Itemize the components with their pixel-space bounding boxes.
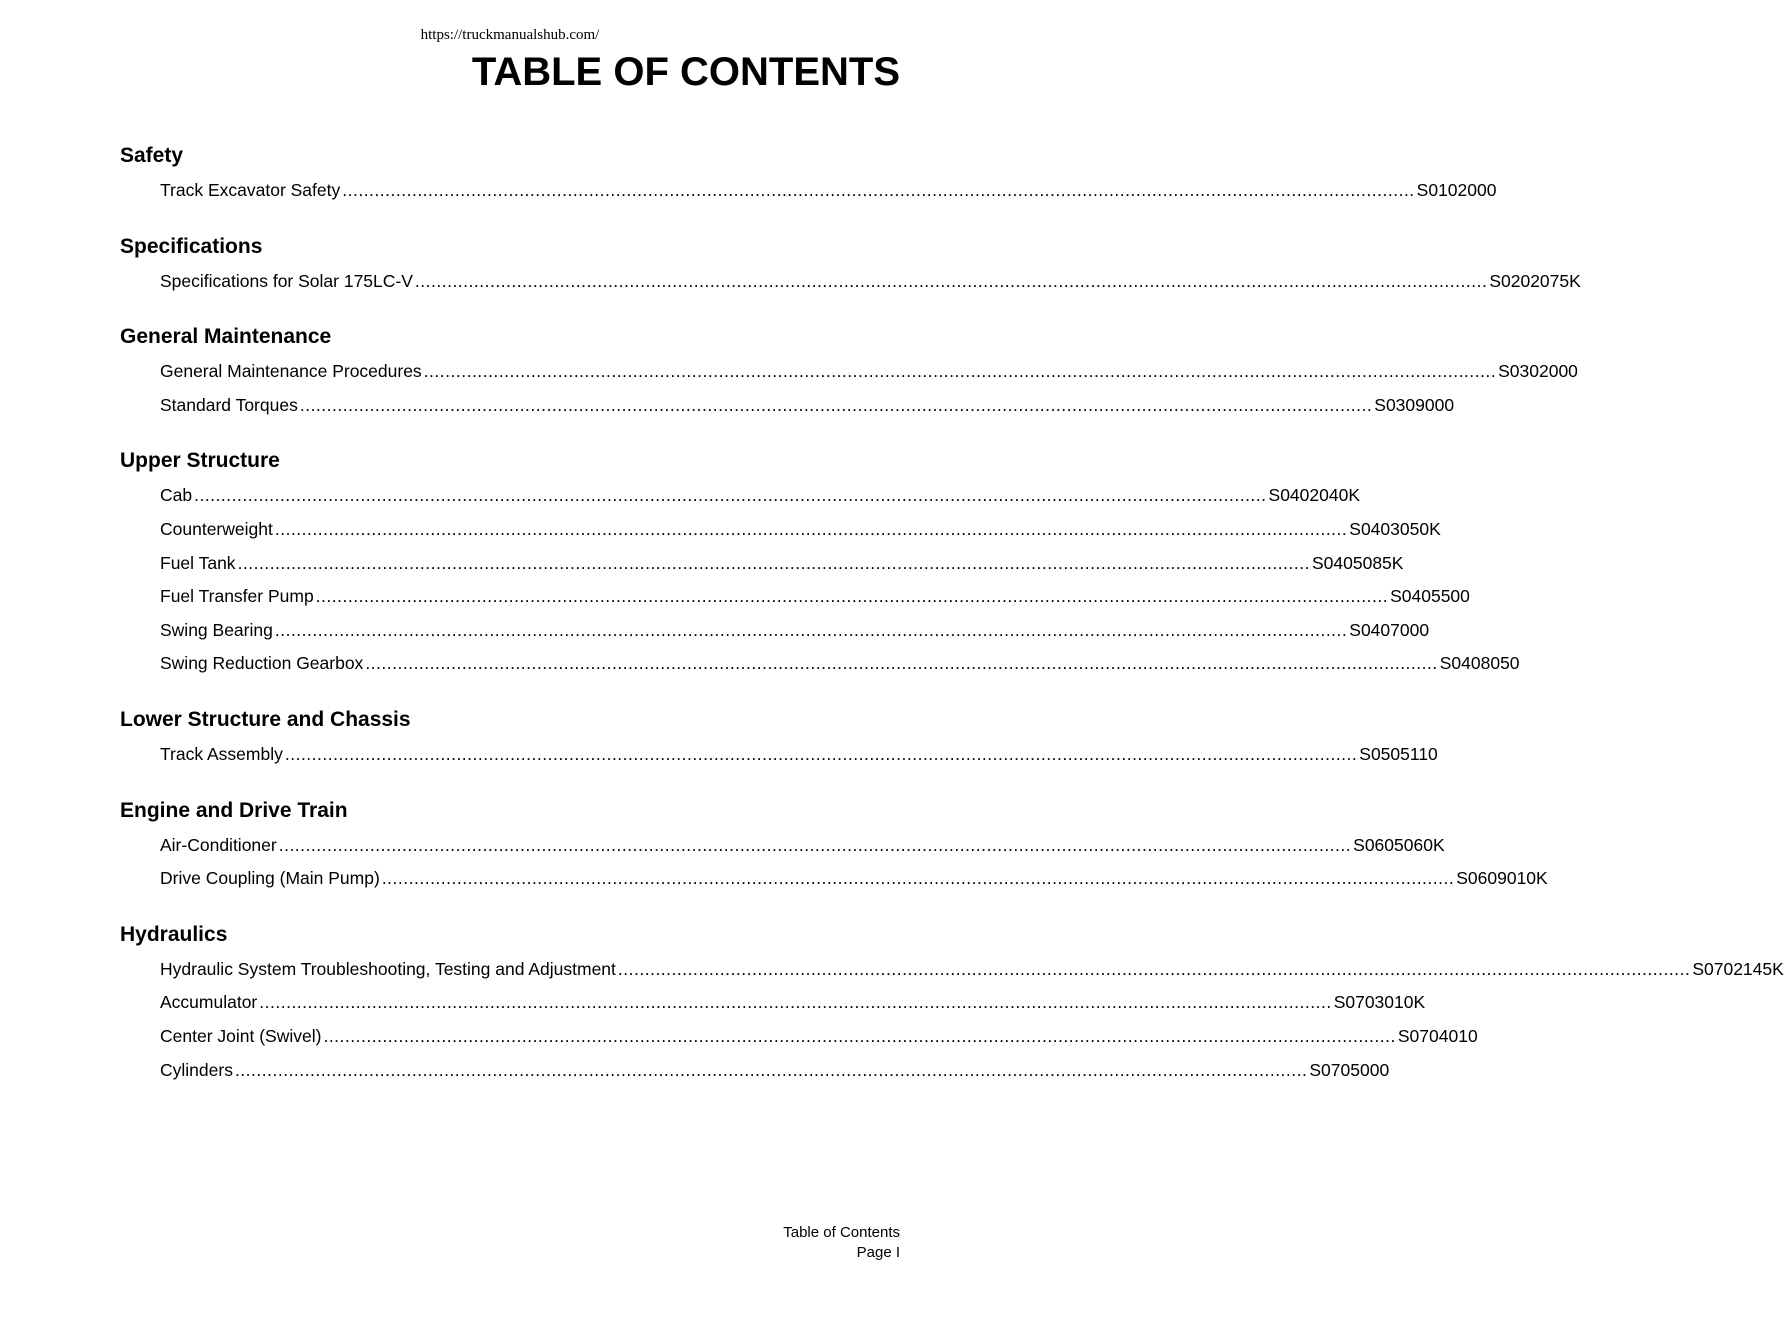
dot-leader: ........................................................................................................................................................................................................ xyxy=(259,992,1332,1013)
dot-leader: ........................................................................................................................................................................................................ xyxy=(234,1059,1308,1080)
toc-entry-label: Standard Torques xyxy=(160,394,298,415)
toc-entry[interactable] xyxy=(160,479,1361,513)
toc-entry-label: Center Joint (Swivel) xyxy=(160,1025,322,1046)
dot-leader: ........................................................................................................................................................................................................ xyxy=(342,180,1415,200)
toc-entry-code: S0408050 xyxy=(1439,653,1520,674)
dot-leader: ........................................................................................................................................................................................................ xyxy=(274,518,1348,539)
toc-entry-code: S0605060K xyxy=(1353,834,1445,855)
toc-entry[interactable] xyxy=(160,953,1784,987)
toc-entry-label: Counterweight xyxy=(160,518,273,539)
dot-leader: ........................................................................................................................................................................................................ xyxy=(274,619,1348,640)
toc-entry[interactable] xyxy=(160,986,1426,1020)
toc-entry-code: S0102000 xyxy=(1416,180,1497,200)
toc-entry-label: Fuel Transfer Pump xyxy=(160,586,314,607)
section-heading: General Maintenance xyxy=(120,325,332,349)
section-heading: Hydraulics xyxy=(120,922,228,946)
toc-entry-code: S0705000 xyxy=(1309,1059,1390,1080)
dot-leader: ........................................................................................................................................................................................................ xyxy=(299,394,1373,415)
page-footer xyxy=(783,1223,900,1263)
toc-entry-label: Fuel Tank xyxy=(160,552,236,573)
section-heading: Upper Structure xyxy=(120,449,280,473)
toc-section xyxy=(120,443,1520,681)
toc-entry[interactable] xyxy=(160,1020,1478,1054)
toc-entry[interactable] xyxy=(160,1054,1390,1088)
toc-entry[interactable] xyxy=(160,174,1497,208)
page-title: TABLE OF CONTENTS xyxy=(471,50,900,94)
toc-entry[interactable] xyxy=(160,738,1438,772)
toc-entry-code: S0405085K xyxy=(1311,552,1404,573)
dot-leader: ........................................................................................................................................................................................................ xyxy=(194,485,1267,506)
table-of-contents xyxy=(120,138,1784,1108)
toc-entry-label: Track Excavator Safety xyxy=(160,180,341,200)
toc-entry[interactable] xyxy=(160,829,1445,863)
dot-leader: ........................................................................................................................................................................................................ xyxy=(365,653,1438,674)
section-heading: Specifications xyxy=(120,234,263,258)
toc-entry-code: S0403050K xyxy=(1349,518,1441,539)
toc-entry-label: Cylinders xyxy=(160,1059,233,1080)
toc-entry[interactable] xyxy=(160,547,1404,581)
toc-section xyxy=(120,917,1784,1087)
toc-entry-code: S0309000 xyxy=(1374,394,1455,415)
toc-section xyxy=(120,793,1548,896)
toc-entry-label: Air-Conditioner xyxy=(160,834,277,855)
source-url[interactable]: https://truckmanualshub.com/ xyxy=(420,27,600,43)
toc-entry-label: Drive Coupling (Main Pump) xyxy=(160,868,380,889)
section-heading: Engine and Drive Train xyxy=(120,798,348,822)
toc-entry-label: Hydraulic System Troubleshooting, Testing and Adjustment xyxy=(160,958,616,979)
dot-leader: ........................................................................................................................................................................................................ xyxy=(284,743,1358,764)
toc-entry[interactable] xyxy=(160,580,1470,614)
dot-leader: ........................................................................................................................................................................................................ xyxy=(381,868,1455,889)
toc-entry-code: S0202075K xyxy=(1489,270,1581,291)
toc-entry-code: S0405500 xyxy=(1390,586,1470,607)
toc-entry-code: S0407000 xyxy=(1349,619,1430,640)
dot-leader: ........................................................................................................................................................................................................ xyxy=(315,586,1389,607)
dot-leader: ........................................................................................................................................................................................................ xyxy=(414,270,1488,291)
dot-leader: ........................................................................................................................................................................................................ xyxy=(323,1025,1396,1046)
section-heading: Lower Structure and Chassis xyxy=(120,707,411,731)
toc-entry[interactable] xyxy=(160,614,1430,648)
toc-entry[interactable] xyxy=(160,513,1441,547)
toc-entry[interactable] xyxy=(160,647,1520,681)
toc-entry-label: Swing Bearing xyxy=(160,619,273,640)
toc-entry[interactable] xyxy=(160,265,1581,299)
toc-entry-code: S0402040K xyxy=(1268,485,1361,506)
toc-entry-label: Track Assembly xyxy=(160,743,283,764)
toc-entry-code: S0702145K xyxy=(1692,958,1784,979)
footer-doc-name: Table of Contents xyxy=(783,1224,900,1241)
toc-section xyxy=(120,229,1581,299)
toc-entry-label: Cab xyxy=(160,485,193,506)
footer-page-number: Page I xyxy=(856,1244,900,1261)
toc-entry-label: Accumulator xyxy=(160,992,258,1013)
toc-section xyxy=(120,319,1578,422)
dot-leader: ........................................................................................................................................................................................................ xyxy=(617,958,1691,979)
section-heading: Safety xyxy=(120,144,184,167)
toc-entry[interactable] xyxy=(160,355,1578,389)
toc-entry-code: S0302000 xyxy=(1498,361,1578,382)
dot-leader: ........................................................................................................................................................................................................ xyxy=(278,834,1352,855)
toc-section xyxy=(120,138,1497,208)
toc-entry-label: Specifications for Solar 175LC-V xyxy=(160,270,413,291)
dot-leader: ........................................................................................................................................................................................................ xyxy=(423,361,1497,382)
toc-entry[interactable] xyxy=(160,862,1548,896)
toc-entry-code: S0609010K xyxy=(1456,868,1548,889)
dot-leader: ........................................................................................................................................................................................................ xyxy=(237,552,1310,573)
toc-section xyxy=(120,702,1438,772)
toc-entry-label: Swing Reduction Gearbox xyxy=(160,653,364,674)
toc-entry-code: S0703010K xyxy=(1333,992,1426,1013)
toc-entry-label: General Maintenance Procedures xyxy=(160,361,422,382)
toc-entry[interactable] xyxy=(160,389,1455,423)
toc-entry-code: S0704010 xyxy=(1397,1025,1478,1046)
toc-entry-code: S0505110 xyxy=(1359,743,1438,764)
